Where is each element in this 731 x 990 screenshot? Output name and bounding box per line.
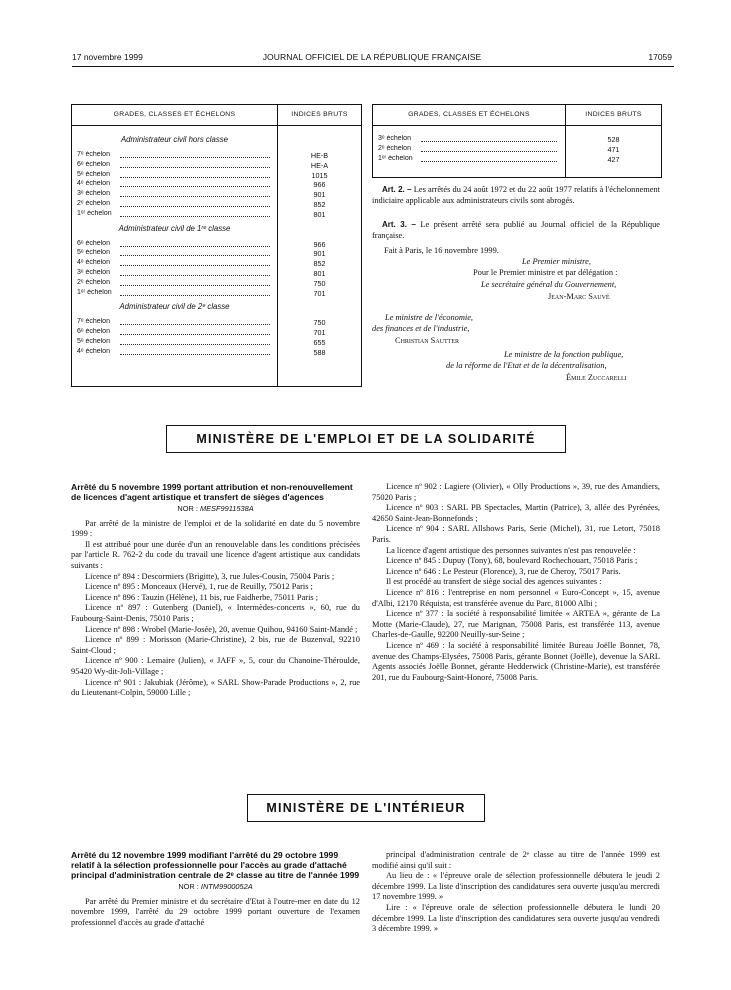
table-row-value: 655 [313,338,326,347]
table-row-leader [120,289,270,296]
decree2-right-column [372,850,660,935]
table-row [72,289,361,299]
table-row-label: 2ᵉ échelon [378,145,411,152]
min-eco-name: Christian Sautter [395,336,459,345]
table-header-row [373,105,661,126]
decree1-nor [71,504,360,515]
table-row-label: 6ᵉ échelon [77,239,110,247]
pm-title: Le Premier ministre, [522,257,591,266]
table-row-label: 6ᵉ échelon [77,160,110,168]
table-row-leader [421,145,557,152]
table-row-value: HE-B [310,151,329,160]
table-row-value: 801 [313,209,326,219]
ministry-banner-interieur-text: MINISTÈRE DE L'INTÉRIEUR [266,801,466,815]
paragraph: La licence d'agent artistique des personnes suivantes n'est pas renouvelée : [386,545,636,555]
table-row-label: 3ᵉ échelon [378,135,411,142]
paragraph: Licence nº 646 : Le Pesteur (Florence), 3, rue de Cheroy, 75017 Paris. [386,566,621,576]
table-row-leader [120,171,270,178]
table-row-value: 966 [313,239,326,249]
table-row-value: 427 [607,155,620,164]
table-row-value: 852 [313,259,326,269]
article-2 [372,185,660,206]
header-page-number: 17059 [648,52,672,62]
pm-delegation: Pour le Premier ministre et par délégation : [473,268,618,277]
decree2-nor [71,882,360,893]
decree1-nor-code: MESF9911538A [199,504,254,513]
paragraph: principal d'administration centrale de 2ᵉ classe au titre de l'année 1999 est modifié ainsi qu'il suit : [372,850,660,870]
paragraph: Licence nº 895 : Monceaux (Hervé), 1, rue de Reuilly, 75012 Paris ; [85,582,313,592]
table-row-value: 966 [313,180,326,190]
decree2-right-paragraphs [372,850,660,935]
table-row-label: 5ᵉ échelon [77,249,110,257]
paragraph: Licence nº 897 : Gutenberg (Daniel), « Intermèdes-concerts », 60, rue du Faubourg-Saint-Denis, 75010 Paris ; [71,603,360,623]
table-row-label: 4ᵉ échelon [77,347,110,355]
page-header [72,52,672,66]
table-row-value: 471 [607,145,620,154]
decree2-nor-code: INTM9900052A [200,882,253,891]
table-row-leader [120,269,270,276]
table-row-label: 6ᵉ échelon [77,328,110,336]
table-row-label: 3ᵉ échelon [77,269,110,276]
table-row [72,259,361,269]
ministry-banner-emploi [166,425,566,453]
table-row-leader [120,210,270,217]
table-row-leader [120,338,270,345]
table-row-label: 3ᵉ échelon [77,190,110,198]
decree1-right-column [372,482,660,683]
decree2-nor-prefix: NOR : [178,882,201,891]
decree2-left-paragraphs [71,897,360,929]
table-row-label: 2ᵉ échelon [77,278,110,286]
table-row-value: 701 [313,328,326,338]
paragraph: Licence nº 896 : Tauzin (Hélène), 11 bis, rue Faidherbe, 75011 Paris ; [85,592,319,602]
decree1-title: Arrêté du 5 novembre 1999 portant attribution et non-renouvellement de licences d'agent artistique et transfert de sièges d'agences [71,482,353,502]
paragraph: Licence nº 898 : Wrobel (Marie-Josée), 20, avenue Quihou, 94160 Saint-Mandé ; [85,624,358,634]
sg-name: Jean-Marc Sauvé [548,292,610,301]
min-eco-title-2: des finances et de l'industrie, [372,324,470,333]
signature-date: Fait à Paris, le 16 novembre 1999. [384,246,499,255]
paragraph: Il est attribué pour une durée d'un an renouvelable dans les conditions précisées par l'article R. 762-2 du code du travail une licence d'agent artistique aux candidats suivants : [71,539,360,570]
table-row-label: 1ᵉʳ échelon [77,288,112,296]
table-header-indices: INDICES BRUTS [585,111,642,118]
table-row-label: 7ᵉ échelon [77,151,110,158]
table-row [72,171,361,181]
table-row-leader [421,155,557,162]
table-row-leader [120,279,270,286]
table-row [72,151,361,161]
table-row-leader [120,240,270,247]
table-row-leader [120,180,270,187]
table-row-value: HE-A [310,160,329,170]
table-row [72,348,361,358]
paragraph: Licence nº 902 : Lagiere (Olivier), « Olly Productions », 39, rue des Amandiers, 75020 Paris ; [372,482,660,502]
paragraph: Licence nº 469 : la société à responsabilité limitée Bureau Joëlle Bonnet, 78, avenue des Champs-Elysées, 75008 Paris, gérante Bonnet (Joëlle), devenue la SARL Agents associés Joëlle Bonnet, gérante Hedderwick (Christine-Marie), est transférée 201, rue du Faubourg-Saint-Honoré, 75008 Paris. [372,640,660,682]
table-row [72,338,361,348]
article-2-label: Art. 2. – [382,185,412,194]
paragraph: Au lieu de : « l'épreuve orale de sélection professionnelle débutera le jeudi 2 décembre 1999. La liste d'inscription des candidatures sera ouverte jusqu'au mercredi 17 novembre 1999. » [372,871,660,902]
paragraph: Licence nº 816 : l'entreprise en nom personnel « Euro-Concept », 15, avenue d'Albi, 12170 Réquista, est transférée avenue du Parc, 81000 Albi ; [372,587,660,608]
paragraph: Licence nº 903 : SARL PB Spectacles, Martin (Patrice), 3, allée des Pyrénées, 42650 Saint-Jean-Bonnefonds ; [372,503,660,523]
min-fp-name: Émile Zuccarelli [566,373,627,382]
table-row [72,200,361,210]
indices-table-right [372,104,662,178]
table-row [72,249,361,259]
decree2-title: Arrêté du 12 novembre 1999 modifiant l'arrêté du 29 octobre 1999 relatif à la sélection professionnelle pour l'accès au grade d'attaché principal d'administration centrale de 2ᵉ classe au titre de l'année 1999 [71,850,360,880]
table-row-value: 750 [313,278,326,288]
table-row-value: 750 [313,318,326,328]
table-row [72,269,361,279]
table-row-leader [120,259,270,266]
paragraph: Licence nº 845 : Dupuy (Tony), 68, boulevard Rochechouart, 75018 Paris ; [386,556,638,566]
table-row-label: 4ᵉ échelon [77,259,110,267]
table-row-value: 801 [313,269,326,278]
table-row [72,318,361,328]
table-row-label: 1ᵉʳ échelon [77,209,112,217]
table-row [373,135,661,145]
table-row-value: 901 [313,190,326,200]
paragraph: Par arrêté de la ministre de l'emploi et de la solidarité en date du 5 novembre 1999 : [71,518,360,539]
paragraph: Lire : « l'épreuve orale de sélection professionnelle débutera le lundi 20 décembre 1999. La liste d'inscription des candidatures sera ouverte jusqu'au vendredi 3 décembre 1999. » [372,902,660,934]
table-row-value: 852 [313,200,326,209]
table-row-value: 528 [607,135,620,144]
table-group-title: Administrateur civil de 2ᵉ classe [119,302,230,312]
ministry-banner-interieur [247,794,485,822]
table-row-leader [120,200,270,207]
table-row-value: 1015 [311,170,328,180]
table-row [72,180,361,190]
header-date: 17 novembre 1999 [72,52,143,62]
table-header-row [72,105,361,126]
table-row-leader [120,161,270,168]
min-eco-title-1: Le ministre de l'économie, [385,313,474,322]
decree2-left-column [71,850,360,928]
article-3-label: Art. 3. – [382,220,416,229]
article-3-text: Le présent arrêté sera publié au Journal officiel de la République française. [372,220,661,240]
table-row-leader [120,328,270,335]
min-fp-title-1: Le ministre de la fonction publique, [504,350,624,359]
table-row [72,279,361,289]
decree1-left-column [71,482,360,699]
header-rule [72,66,674,67]
table-row-leader [120,348,270,355]
paragraph: Licence nº 894 : Descormiers (Brigitte), 3, rue Jules-Cousin, 75004 Paris ; [85,571,335,581]
table-row [72,210,361,220]
table-row-label: 5ᵉ échelon [77,170,110,178]
table-header-grades: GRADES, CLASSES ET ÉCHELONS [408,111,530,118]
table-group-title: Administrateur civil hors classe [120,135,229,144]
indices-table-left [71,104,362,387]
table-header-indices: INDICES BRUTS [291,111,348,118]
table-row-value: 701 [313,288,326,298]
table-row [72,190,361,200]
paragraph: Licence nº 901 : Jakubiak (Jérôme), « SARL Show-Parade Productions », 2, rue du Lieutenant-Colpin, 59000 Lille ; [71,677,360,698]
table-row [373,155,661,165]
table-row [72,328,361,338]
table-row [72,240,361,250]
table-row-label: 7ᵉ échelon [77,318,110,326]
table-row-label: 4ᵉ échelon [77,180,110,188]
table-row-leader [120,190,270,197]
min-fp-title-2: de la réforme de l'Etat et de la décentralisation, [446,361,607,370]
paragraph: Par arrêté du Premier ministre et du secrétaire d'Etat à l'outre-mer en date du 12 novembre 1999, l'arrêté du 29 octobre 1999 portant ouverture de l'examen professionnel d'accès au grade d'attaché [71,896,360,927]
table-row-leader [120,318,270,325]
table-row-value: 901 [313,249,326,259]
table-row-value: 588 [313,347,326,357]
table-row-label: 5ᵉ échelon [77,338,110,345]
table-group-title: Administrateur civil de 1ʳᵉ classe [118,223,231,233]
table-row-leader [120,249,270,256]
article-3 [372,220,660,241]
table-row [72,161,361,171]
table-row-leader [421,135,557,142]
paragraph: Licence nº 899 : Morisson (Marie-Christine), 2 bis, rue de Buzenval, 92210 Saint-Cloud ; [71,635,360,655]
paragraph: Il est procédé au transfert de siège social des agences suivantes : [386,577,602,587]
paragraph: Licence nº 900 : Lemaire (Julien), « JAFF », 5, cour du Chanoine-Théroulde, 95420 Wy-dit-Joli-Village ; [71,656,360,676]
paragraph: Licence nº 904 : SARL Allshows Paris, Serie (Michel), 31, rue Letort, 75018 Paris. [372,524,660,544]
table-row [373,145,661,155]
header-journal-title: JOURNAL OFFICIEL DE LA RÉPUBLIQUE FRANÇAISE [262,52,482,62]
table-row-leader [120,151,270,158]
decree1-nor-prefix: NOR : [177,504,200,513]
decree1-left-paragraphs [71,519,360,699]
decree1-right-paragraphs [372,482,660,683]
paragraph: Licence nº 377 : la société à responsabilité limitée « ARTEA », gérante de La Motte (Marie-Claude), 27, rue Marignan, 75008 Paris, est transférée 113, avenue Charles-de-Gaulle, 92200 Neuilly-sur-Seine ; [372,609,660,640]
table-header-grades: GRADES, CLASSES ET ÉCHELONS [113,111,236,118]
ministry-banner-emploi-text: MINISTÈRE DE L'EMPLOI ET DE LA SOLIDARITÉ [196,432,536,446]
sg-title: Le secrétaire général du Gouvernement, [481,280,617,289]
article-2-text: Les arrêtés du 24 août 1972 et du 22 août 1977 relatifs à l'échelonnement indiciaire applicable aux administrateurs civils sont abrogés. [372,185,660,205]
table-row-label: 1ᵉʳ échelon [378,155,413,162]
table-row-label: 2ᵉ échelon [77,200,110,207]
